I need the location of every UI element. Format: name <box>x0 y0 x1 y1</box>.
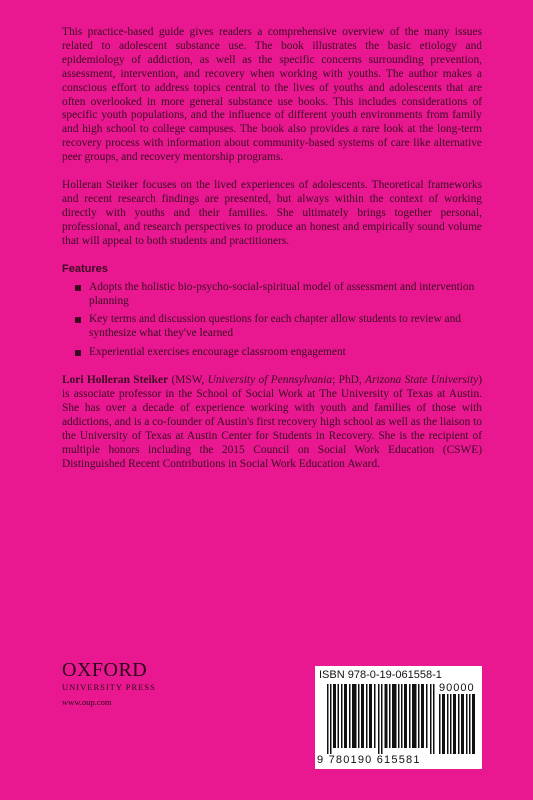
publisher-url: www.oup.com <box>62 697 112 707</box>
publisher-logo <box>62 660 156 707</box>
feature-text: Adopts the holistic bio-psycho-social-spiritual model of assessment and intervention planning <box>89 280 475 307</box>
features-heading: Features <box>62 262 108 275</box>
back-cover-text <box>62 26 482 485</box>
description-paragraph-2: Holleran Steiker focuses on the lived experiences of adolescents. Theoretical frameworks and recent research findings are presented, but always within the context of working directly with youths and their families. She ultimately brings together personal, professional, and research perspectives to produce an honest and empirically sound volume that will appeal to both students and practitioners. <box>62 179 482 247</box>
isbn-label: ISBN 978-0-19-061558-1 <box>319 669 442 681</box>
author-bio-fragment: ) is associate professor in the School of Social Work at The University of Texas at Austin. She has over a decade of experience working with youth and families of those with addictions, and is a co-founder of Austin's first recovery high school as well as the liaison to the University of Texas at Austin Center for Students in Recovery. She is the recipient of multiple honors including the 2015 Council on Social Work Education (CSWE) Distinguished Recent Contributions in Social Work Education Award. <box>62 374 482 470</box>
author-university-1: University of Pennsylvania <box>207 374 333 387</box>
author-bio <box>62 374 482 471</box>
barcode-digits: 9 780190 615581 <box>317 754 421 766</box>
author-university-2: Arizona State University <box>365 374 479 387</box>
feature-item <box>62 346 482 360</box>
square-bullet-icon <box>75 285 81 291</box>
author-name: Lori Holleran Steiker <box>62 374 169 387</box>
author-bio-fragment: ; PhD, <box>332 374 366 387</box>
square-bullet-icon <box>75 350 81 356</box>
feature-item <box>62 313 482 341</box>
isbn-barcode <box>315 666 482 769</box>
barcode-main-bars <box>327 684 435 754</box>
feature-text: Experiential exercises encourage classroom engagement <box>89 346 346 359</box>
barcode-addon-bars <box>439 694 477 754</box>
square-bullet-icon <box>75 317 81 323</box>
publisher-brand: OXFORD <box>62 659 148 681</box>
description-paragraph-1: This practice-based guide gives readers a comprehensive overview of the many issues related to adolescent substance use. The book illustrates the basic etiology and epidemiology of addiction, as well as the specific concerns surrounding prevention, assessment, intervention, and recovery when working with youths. The author makes a conscious effort to address topics central to the lives of youths and adolescents that are often overlooked in more general substance use books. This includes considerations of specific youth populations, and the influence of different youth environments from family and high school to college campuses. The book also provides a rare look at the long-term recovery process with information about community-based systems of care like alternative peer groups, and recovery mentorship programs. <box>62 26 482 164</box>
feature-item <box>62 281 482 309</box>
features-list <box>62 281 482 361</box>
author-bio-fragment: (MSW, <box>168 374 208 387</box>
feature-text: Key terms and discussion questions for each chapter allow students to review and synthesize what they've learned <box>89 313 461 340</box>
barcode-addon-digits: 90000 <box>439 682 475 694</box>
publisher-press: UNIVERSITY PRESS <box>62 682 156 692</box>
